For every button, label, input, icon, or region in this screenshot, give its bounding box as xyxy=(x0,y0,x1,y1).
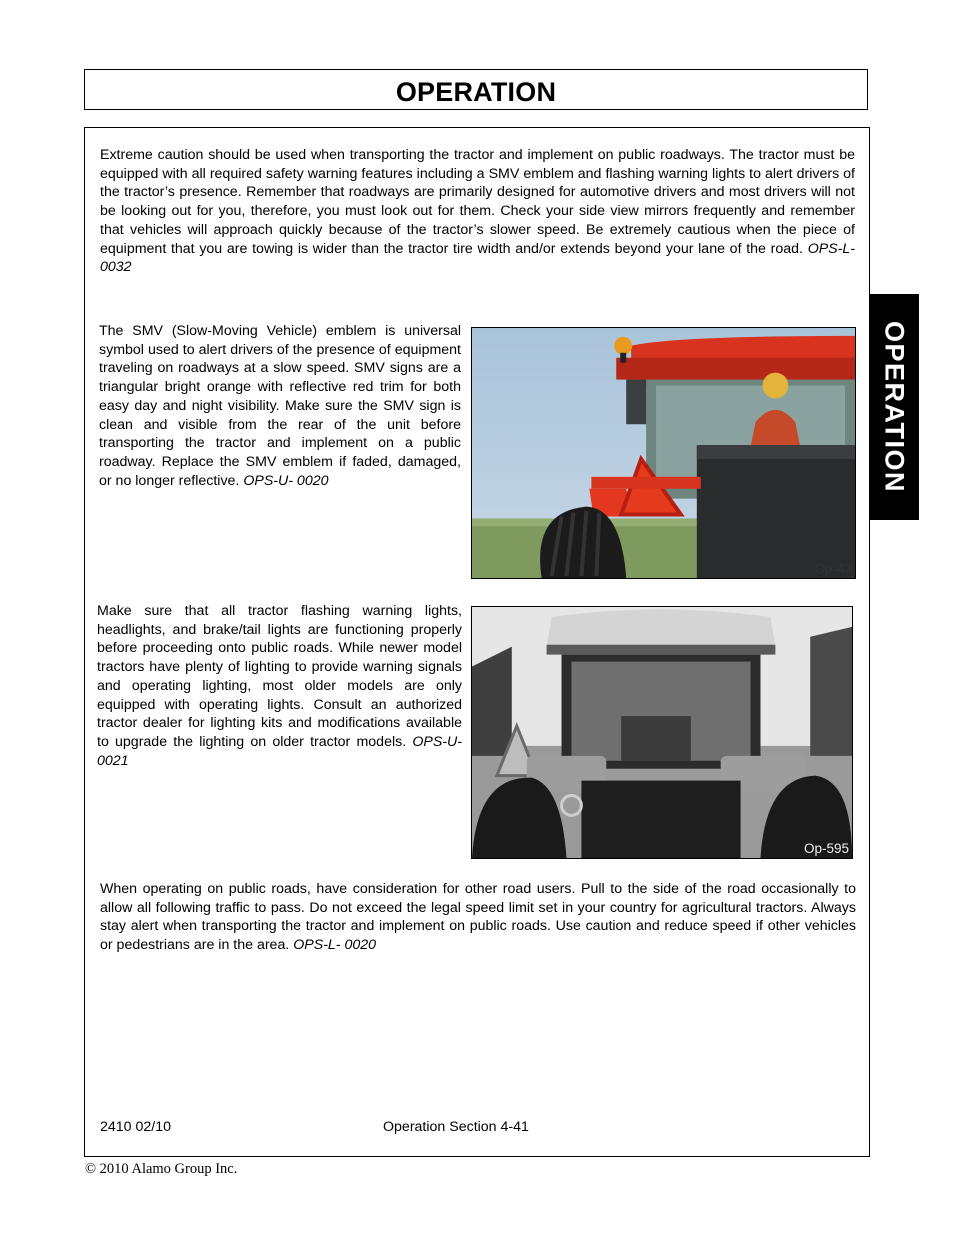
footer-page-number: Operation Section 4-41 xyxy=(383,1119,529,1135)
paragraph-text: Extreme caution should be used when transporting the tractor and implement on public roadways. The tractor must be equipped with all required safety warning features including a SMV emblem and flashing warning lights to alert drivers of the tractor’s presence. Remember that roadways are primarily designed for automotive drivers and most drivers will not be looking out for you, therefore, you must look out for them. Check your side view mirrors frequently and remember that vehicles will approach quickly because of the tractor’s slower speed. Be extremely cautious when the piece of equipment that you are towing is wider than the tractor tire width and/or extends beyond your lane of the road. xyxy=(100,147,855,257)
paragraph-public-roads xyxy=(100,880,856,955)
tractor-rear-photo xyxy=(472,328,855,578)
figure-label: Op-595 xyxy=(803,841,849,856)
paragraph-text: The SMV (Slow-Moving Vehicle) emblem is universal symbol used to alert drivers of the presence of equipment traveling on roadways at a slow speed. SMV signs are a triangular bright orange with reflective red trim for both easy day and night visibility. Make sure the SMV sign is clean and visible from the rear of the unit before transporting the tractor and implement on a public roadway. Replace the SMV emblem if faded, damaged, or no longer reflective. xyxy=(99,323,461,489)
figure-smv-tractor-photo xyxy=(471,327,856,579)
copyright-notice: © 2010 Alamo Group Inc. xyxy=(85,1161,238,1177)
tractor-cab-photo xyxy=(472,607,852,858)
header-box xyxy=(84,69,868,110)
paragraph-text: When operating on public roads, have consideration for other road users. Pull to the side of the road occasionally to allow all following traffic to pass. Do not exceed the legal speed limit set in your country for agricultural tractors. Always stay alert when transporting the tractor and implement on public roads. Use caution and reduce speed if other vehicles or pedestrians are in the area. xyxy=(100,881,856,954)
paragraph-smv-emblem xyxy=(99,322,461,490)
paragraph-text: Make sure that all tractor flashing warning lights, headlights, and brake/tail lights are functioning properly before proceeding onto public roads. While newer model tractors have plenty of lighting to provide warning signals and operating lighting, most older models are only equipped with operating lights. Consult an authorized tractor dealer for lighting kits and modifications available to upgrade the lighting on older tractor models. xyxy=(97,603,462,750)
footer-model-date: 2410 02/10 xyxy=(100,1119,172,1135)
paragraph-roadway-caution xyxy=(100,146,855,277)
page-title: OPERATION xyxy=(395,77,557,107)
figure-tractor-lights-photo xyxy=(471,606,853,859)
safety-code: OPS-U- 0021 xyxy=(97,733,462,769)
section-tab xyxy=(869,294,919,520)
safety-code: OPS-L- 0032 xyxy=(100,240,855,276)
safety-code: OPS-U- 0020 xyxy=(243,472,329,489)
figure-label: Op-43 xyxy=(814,561,852,576)
section-tab-label: OPERATION xyxy=(879,320,910,494)
paragraph-warning-lights xyxy=(97,602,462,770)
safety-code: OPS-L- 0020 xyxy=(293,937,377,954)
